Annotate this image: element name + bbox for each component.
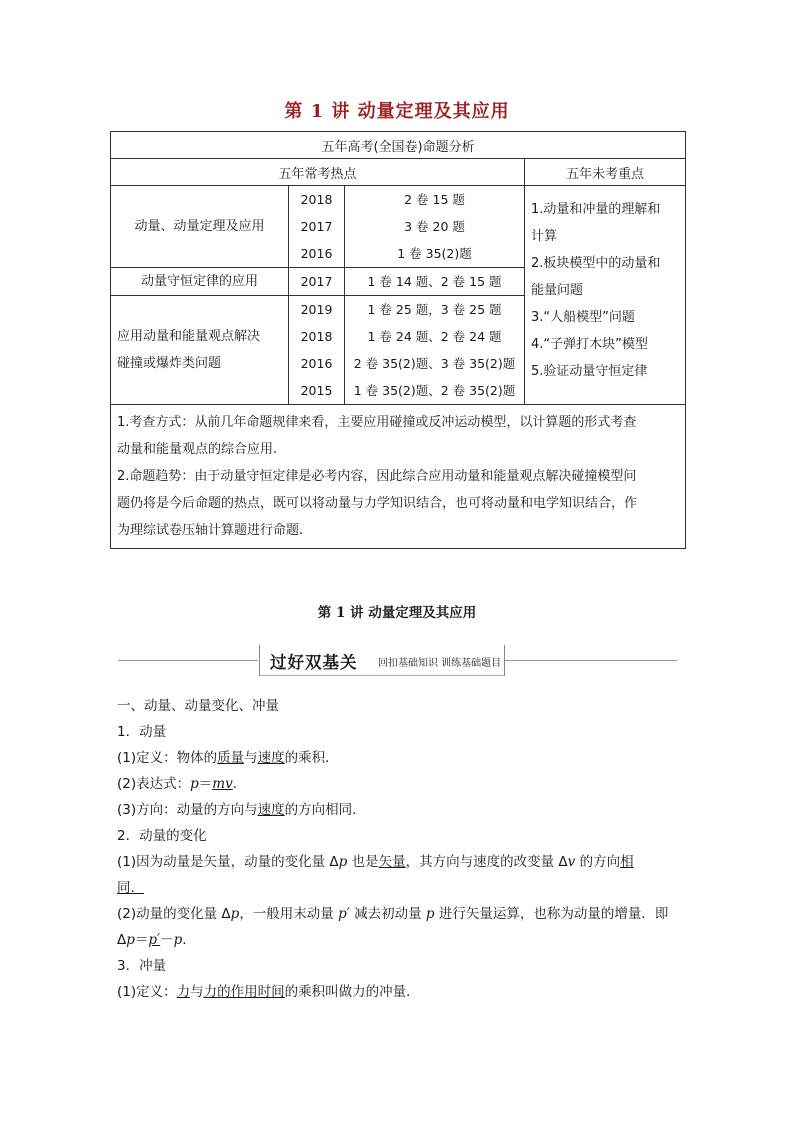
- section-title: 第 1 讲 动量定理及其应用: [317, 605, 477, 621]
- question: 1 卷 24 题、2 卷 24 题: [367, 329, 502, 344]
- impulse-line: (1)定义：力与力的作用时间的乘积叫做力的冲量．: [117, 984, 420, 1000]
- blank-answer: mv: [212, 776, 233, 792]
- focus-line: 能量问题: [531, 283, 584, 298]
- questions-cell: [345, 296, 525, 405]
- topic-line: 应用动量和能量观点解决: [117, 329, 261, 344]
- years-cell: [289, 186, 345, 268]
- topic-conservation: 动量守恒定律的应用: [111, 268, 289, 296]
- divider: [118, 660, 258, 661]
- question: 1 卷 35(2)题、2 卷 35(2)题: [353, 383, 516, 398]
- subheading: 2．动量的变化: [117, 828, 207, 844]
- blank-answer: 矢量: [378, 854, 406, 870]
- column-untested-focus: 五年未考重点: [525, 159, 686, 186]
- column-hot-topics: 五年常考热点: [111, 159, 525, 186]
- year: 2018: [300, 192, 333, 207]
- blank-answer: 质量: [217, 750, 245, 766]
- divider: [505, 660, 677, 661]
- blank-answer: 相: [620, 854, 634, 870]
- note-line: 为理综试卷压轴计算题进行命题.: [117, 523, 304, 538]
- expression-line: (2)表达式：p＝mv.: [117, 776, 238, 792]
- analysis-notes: [111, 405, 686, 549]
- year: 2015: [300, 383, 333, 398]
- direction-line: (3)方向：动量的方向与速度的方向相同．: [117, 802, 366, 818]
- topic-momentum-theorem: 动量、动量定理及应用: [111, 186, 289, 268]
- analysis-table: [110, 131, 686, 549]
- questions-cell: [345, 186, 525, 268]
- subheading: 3．冲量: [117, 958, 167, 974]
- year: 2017: [300, 219, 333, 234]
- banner-subtitle: 回扣基础知识 训练基础题目: [378, 658, 502, 669]
- definition-line: (1)定义：物体的质量与速度的乘积．: [117, 750, 339, 766]
- focus-line: 5.验证动量守恒定律: [531, 364, 648, 379]
- focus-line: 1.动量和冲量的理解和: [531, 202, 661, 217]
- year: 2018: [300, 329, 333, 344]
- note-line: 2.命题趋势：由于动量守恒定律是必考内容，因此综合应用动量和能量观点解决碰撞模型问: [117, 469, 637, 484]
- blank-answer: 同．: [117, 880, 144, 896]
- section-banner: [259, 645, 505, 676]
- blank-answer: 力的作用时间: [203, 984, 285, 1000]
- banner-title: 过好双基关: [270, 653, 358, 672]
- question: 1 卷 14 题、2 卷 15 题: [367, 274, 502, 289]
- year: 2017: [300, 274, 333, 289]
- change-line: (2)动量的变化量 Δp，一般用末动量 p′ 减去初动量 p 进行矢量运算，也称为动量的增量．即: [117, 906, 669, 922]
- page-title: 第 1 讲 动量定理及其应用: [284, 101, 510, 122]
- year: 2016: [300, 356, 333, 371]
- blank-answer: 力: [176, 984, 191, 1000]
- focus-cell: [525, 186, 686, 405]
- question: 3 卷 20 题: [404, 219, 465, 234]
- topic-line: 碰撞或爆炸类问题: [117, 356, 222, 371]
- focus-line: 3.“人船模型”问题: [531, 310, 635, 325]
- blank-answer: 速度: [257, 802, 285, 818]
- table-caption: 五年高考(全国卷)命题分析: [111, 132, 686, 159]
- blank-answer: p′: [148, 932, 161, 948]
- note-line: 动量和能量观点的综合应用.: [117, 442, 278, 457]
- year: 2019: [300, 302, 333, 317]
- change-line: [117, 875, 682, 901]
- change-line: Δp＝p′－p.: [117, 932, 187, 948]
- question: 1 卷 35(2)题: [397, 246, 472, 261]
- years-cell: [289, 268, 345, 296]
- change-line: (1)因为动量是矢量，动量的变化量 Δp 也是矢量，其方向与速度的改变量 Δv 的方向相: [117, 854, 634, 870]
- blank-answer: 速度: [257, 750, 285, 766]
- heading: 一、动量、动量变化、冲量: [117, 698, 279, 714]
- subheading: 1．动量: [117, 724, 167, 740]
- questions-cell: [345, 268, 525, 296]
- note-line: 1.考查方式：从前几年命题规律来看，主要应用碰撞或反冲运动模型，以计算题的形式考查: [117, 415, 637, 430]
- question: 1 卷 25 题，3 卷 25 题: [367, 302, 502, 317]
- content-body: [117, 693, 682, 1005]
- focus-line: 2.板块模型中的动量和: [531, 256, 661, 271]
- question: 2 卷 15 题: [404, 192, 465, 207]
- focus-line: 4.“子弹打木块”模型: [531, 337, 648, 352]
- question: 2 卷 35(2)题、3 卷 35(2)题: [353, 356, 516, 371]
- focus-line: 计算: [531, 229, 558, 244]
- year: 2016: [300, 246, 333, 261]
- years-cell: [289, 296, 345, 405]
- topic-collision: [111, 296, 289, 405]
- note-line: 题仍将是今后命题的热点，既可以将动量与力学知识结合，也可将动量和电学知识结合，作: [117, 496, 638, 511]
